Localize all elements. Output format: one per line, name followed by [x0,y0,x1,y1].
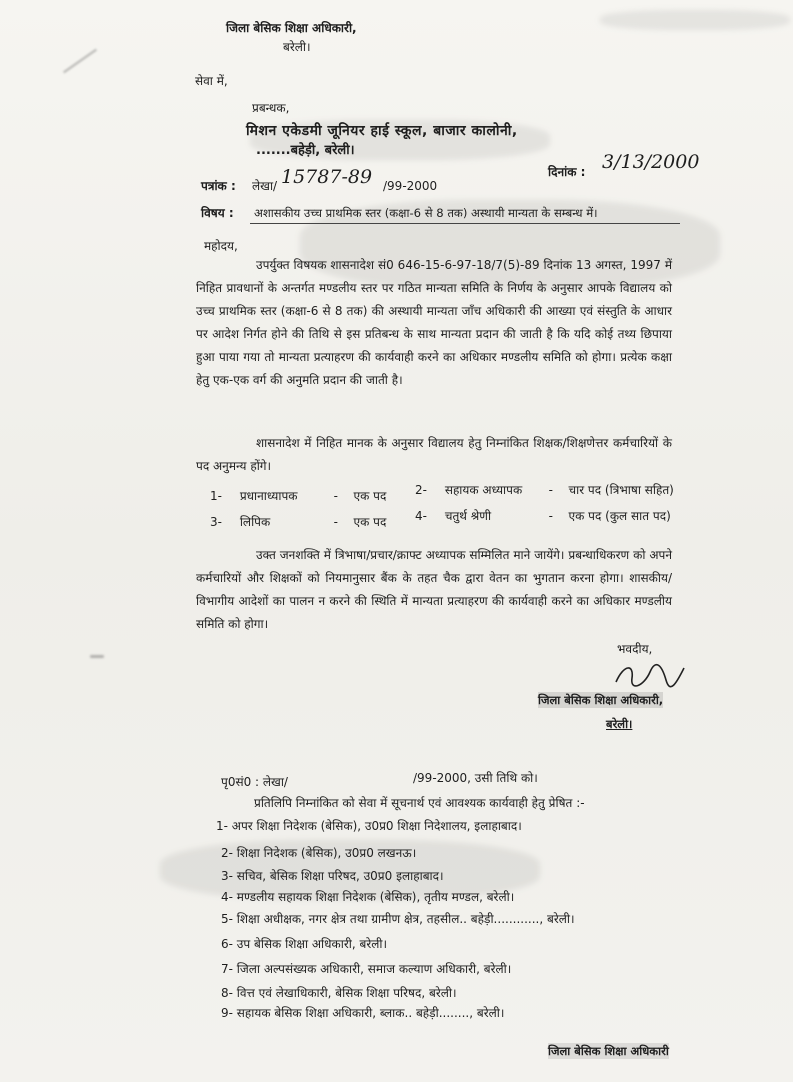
copy-item: 4- मण्डलीय सहायक शिक्षा निदेशक (बेसिक), तृतीय मण्डल, बरेली। [221,890,515,904]
post-number: 4- [415,509,427,523]
salutation: महोदय, [204,239,238,253]
subject-underline [250,223,680,224]
signatory-designation: जिला बेसिक शिक्षा अधिकारी, [538,693,664,707]
body-paragraph-2: शासनादेश में निहित मानक के अनुसार विद्यालय हेतु निम्नांकित शिक्षक/शिक्षणेत्तर कर्मचारियों के पद अनुमन्य होंगे। [196,436,672,473]
post-count: एक पद [353,515,387,529]
post-row [415,481,674,498]
post-count: चार पद (त्रिभाषा सहित) [568,483,674,497]
copy-item: 3- सचिव, बेसिक शिक्षा परिषद, उ0प्र0 इलाहाबाद। [221,869,444,883]
signature-scribble [610,662,690,690]
sender-designation: जिला बेसिक शिक्षा अधिकारी, [226,21,357,35]
copy-ref-label: पृ0सं0 : लेखा/ [221,775,288,789]
subject-label: विषय : [201,206,234,220]
post-count: एक पद [353,489,387,503]
post-dash: - [548,509,553,523]
body-paragraph-3: उक्त जनशक्ति में त्रिभाषा/प्रचार/क्राफ्ट अध्यापक सम्मिलित माने जायेंगे। प्रबन्धाधिकरण को अपने कर्मचारियों और शिक्षकों को नियमानुसार बैंक के तहत चैक द्वारा वेतन का भुगतान करना होगा। शासकीय/विभागीय आदेशों का पालन न करने की स्थिति में मान्यता प्रत्याहरण की कार्यवाही करने का अधिकार मण्डलीय समिति को होगा। [196,548,672,631]
school-name: मिशन एकेडमी जूनियर हाई स्कूल, बाजार कालोनी, [246,123,518,139]
handwritten-number: 15787-89 [281,166,373,188]
copy-item: 6- उप बेसिक शिक्षा अधिकारी, बरेली। [221,937,388,951]
scan-mark [90,655,104,658]
scan-smudge [600,10,790,30]
copy-ref-suffix: /99-2000, उसी तिथि को। [413,771,538,785]
body-paragraph-1: उपर्युक्त विषयक शासनादेश सं0 646-15-6-97-18/7(5)-89 दिनांक 13 अगस्त, 1997 में निहित प्रावधानों के अन्तर्गत मण्डलीय स्तर पर गठित मान्यता समिति के निर्णय के अनुसार आपके विद्यालय को उच्च प्राथमिक स्तर (कक्षा-6 से 8 तक) की अस्थायी मान्यता जाँच अधिकारी की आख्या एवं संस्तुति के आधार पर आदेश निर्गत होने की तिथि से इस प्रतिबन्ध के साथ मान्यता प्रदान की जाती है कि यदि कोई तथ्य छिपाया हुआ पाया गया तो मान्यता प्रत्याहरण की कार्यवाही करने का अधिकार मण्डलीय समिति को होगा। प्रत्येक कक्षा हेतु एक-एक वर्ग की अनुमति प्रदान की जाती है। [196,258,672,387]
patrank-label: पत्रांक : [201,179,236,193]
post-row [415,507,671,524]
post-dash: - [333,489,338,503]
copy-item: 5- शिक्षा अधीक्षक, नगर क्षेत्र तथा ग्रामीण क्षेत्र, तहसील.. बहेड़ी............, बरेली। [221,912,575,926]
post-dash: - [333,515,338,529]
footer-designation: जिला बेसिक शिक्षा अधिकारी [548,1044,669,1058]
post-name: लिपिक [239,515,271,529]
recipient-title: प्रबन्धक, [252,101,290,115]
bhavdiya: भवदीय, [617,642,653,656]
post-row [210,513,413,530]
post-row [210,487,413,504]
seva-mein: सेवा में, [195,74,228,88]
copy-intro: प्रतिलिपि निम्नांकित को सेवा में सूचनार्थ एवं आवश्यक कार्यवाही हेतु प्रेषित :- [254,796,585,810]
sender-city: बरेली। [283,40,311,54]
post-number: 3- [210,515,222,529]
subject-text: अशासकीय उच्च प्राथमिक स्तर (कक्षा-6 से 8 तक) अस्थायी मान्यता के सम्बन्ध में। [254,206,598,220]
copy-item: 1- अपर शिक्षा निदेशक (बेसिक), उ0प्र0 शिक्षा निदेशालय, इलाहाबाद। [216,819,522,833]
post-name: सहायक अध्यापक [444,483,523,497]
handwritten-date: 3/13/2000 [602,151,700,173]
post-name: प्रधानाध्यापक [239,489,298,503]
copy-item: 9- सहायक बेसिक शिक्षा अधिकारी, ब्लाक.. बहेड़ी........, बरेली। [221,1006,505,1020]
ref-suffix: /99-2000 [383,179,438,193]
copy-item: 2- शिक्षा निदेशक (बेसिक), उ0प्र0 लखनऊ। [221,846,417,860]
post-count: एक पद (कुल सात पद) [568,509,671,523]
post-number: 2- [415,483,427,497]
dinank-label: दिनांक : [548,165,586,179]
scan-mark [63,49,97,74]
post-dash: - [548,483,553,497]
post-number: 1- [210,489,222,503]
lekha-label: लेखा/ [252,179,278,193]
signatory-city: बरेली। [606,717,633,731]
post-name: चतुर्थ श्रेणी [444,509,492,523]
school-city: .......बहेड़ी, बरेली। [256,143,355,158]
copy-item: 8- वित्त एवं लेखाधिकारी, बेसिक शिक्षा परिषद, बरेली। [221,986,457,1000]
copy-item: 7- जिला अल्पसंख्यक अधिकारी, समाज कल्याण अधिकारी, बरेली। [221,962,512,976]
